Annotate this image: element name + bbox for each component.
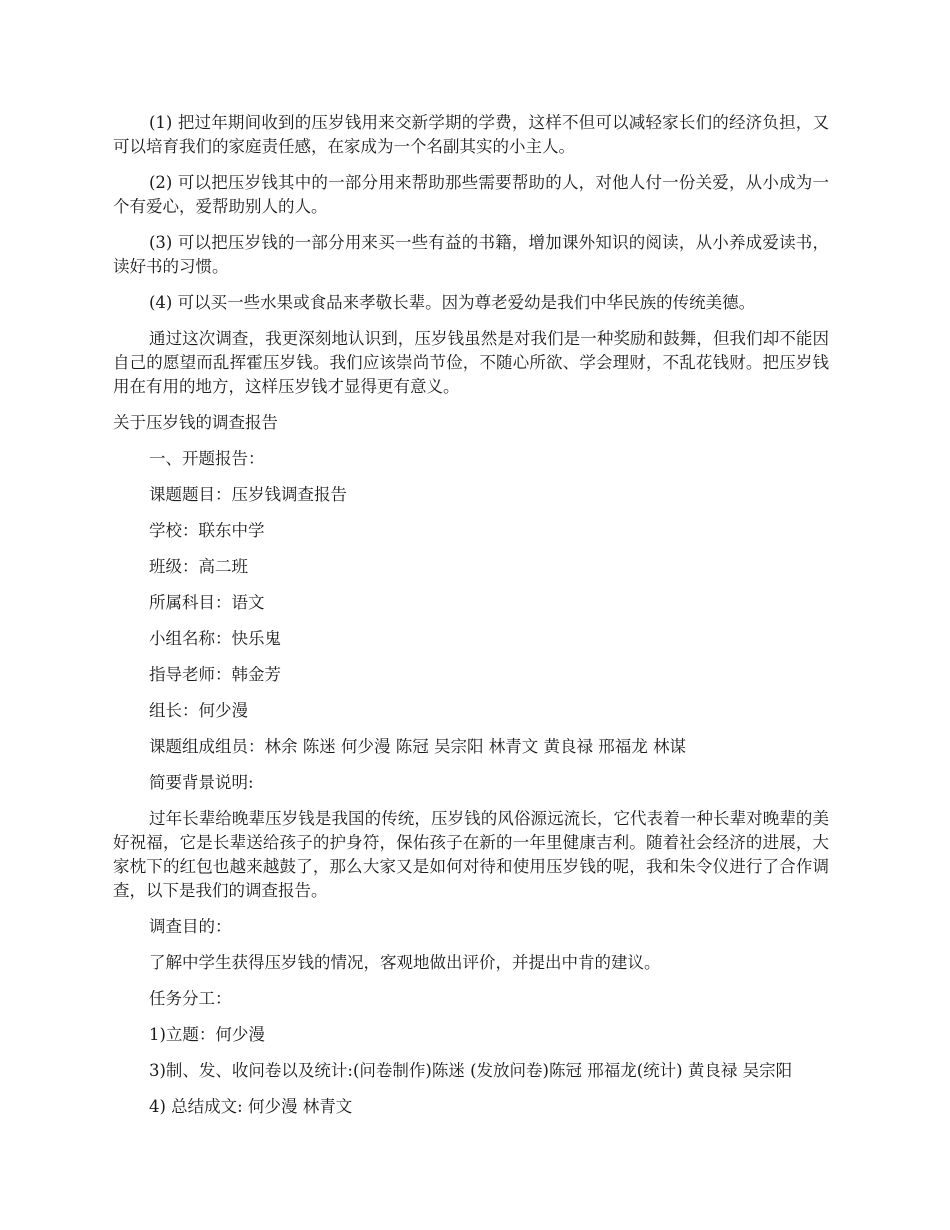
field-group-name: 小组名称：快乐鬼 (149, 629, 281, 648)
task-item-1: 1)立题：何少漫 (149, 1025, 265, 1044)
background-heading: 简要背景说明: (149, 773, 254, 792)
task-item-4: 4) 总结成文: 何少漫 林青文 (149, 1097, 353, 1116)
purpose-text: 了解中学生获得压岁钱的情况，客观地做出评价，并提出中肯的建议。 (149, 953, 661, 972)
field-class: 班级：高二班 (149, 557, 248, 576)
field-advisor: 指导老师：韩金芳 (149, 665, 281, 684)
paragraph-suggestion-3: (3) 可以把压岁钱的一部分用来买一些有益的书籍，增加课外知识的阅读，从小养成爱读书，读好书的习惯。 (113, 233, 829, 276)
section-heading-proposal: 一、开题报告： (149, 449, 265, 468)
paragraph-suggestion-4: (4) 可以买一些水果或食品来孝敬长辈。因为尊老爱幼是我们中华民族的传统美德。 (149, 293, 756, 312)
tasks-heading: 任务分工： (149, 989, 232, 1008)
background-text: 过年长辈给晚辈压岁钱是我国的传统，压岁钱的风俗源远流长，它代表着一种长辈对晚辈的美好祝福，它是长辈送给孩子的护身符，保佑孩子在新的一年里健康吉利。随着社会经济的进展，大家枕下的红包也越来越鼓了，那么大家又是如何对待和使用压岁钱的呢，我和朱令仪进行了合作调查，以下是我们的调查报告。 (113, 809, 829, 900)
purpose-heading: 调查目的： (149, 917, 232, 936)
document-body (113, 111, 829, 1131)
report-title: 关于压岁钱的调查报告 (113, 413, 278, 432)
field-members: 课题组成组员：林余 陈迷 何少漫 陈冠 吴宗阳 林青文 黄良禄 邢福龙 林谋 (149, 737, 686, 756)
task-item-3: 3)制、发、收问卷以及统计:(问卷制作)陈迷 (发放问卷)陈冠 邢福龙(统计) 黄良禄 吴宗阳 (149, 1061, 793, 1080)
paragraph-suggestion-2: (2) 可以把压岁钱其中的一部分用来帮助那些需要帮助的人，对他人付一份关爱，从小成为一个有爱心，爱帮助别人的人。 (113, 173, 829, 216)
field-school: 学校：联东中学 (149, 521, 265, 540)
paragraph-suggestion-1: (1) 把过年期间收到的压岁钱用来交新学期的学费，这样不但可以减轻家长们的经济负担，又可以培育我们的家庭责任感，在家成为一个名副其实的小主人。 (113, 113, 829, 156)
field-subject: 所属科目：语文 (149, 593, 265, 612)
field-topic: 课题题目：压岁钱调查报告 (149, 485, 347, 504)
field-leader: 组长：何少漫 (149, 701, 248, 720)
paragraph-conclusion: 通过这次调查，我更深刻地认识到，压岁钱虽然是对我们是一种奖励和鼓舞，但我们却不能因自己的愿望而乱挥霍压岁钱。我们应该崇尚节俭，不随心所欲、学会理财，不乱花钱财。把压岁钱用在有用的地方，这样压岁钱才显得更有意义。 (113, 329, 829, 396)
